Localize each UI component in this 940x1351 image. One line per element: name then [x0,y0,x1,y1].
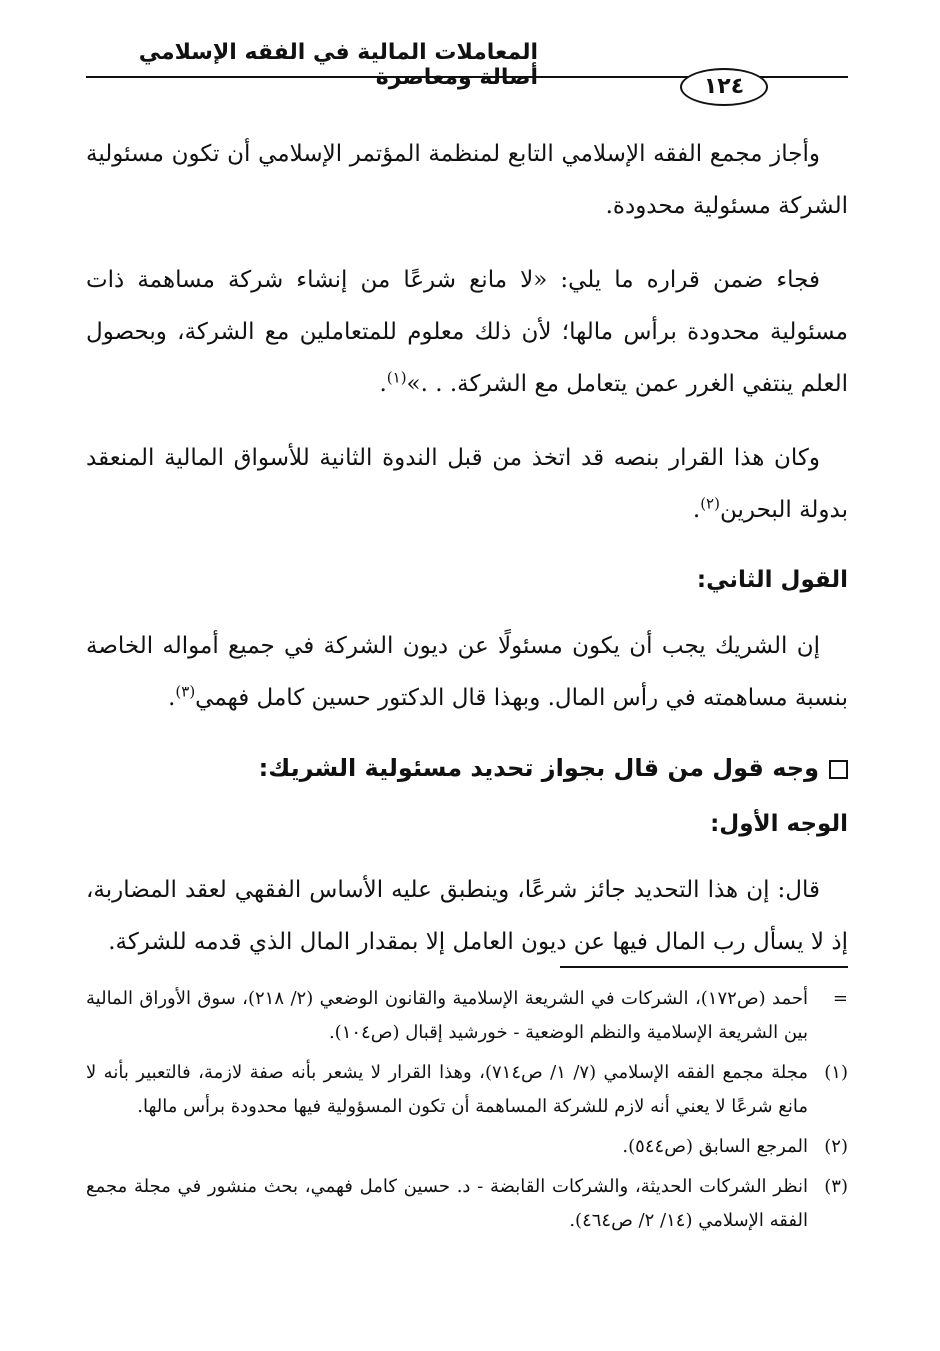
paragraph-4-text: إن الشريك يجب أن يكون مسئولًا عن ديون الشركة في جميع أمواله الخاصة بنسبة مساهمته في رأس المال. وبهذا قال الدكتور حسين كامل فهمي [86,633,848,711]
main-text [86,128,848,990]
section-heading-text: وجه قول من قال بجواز تحديد مسئولية الشريك: [258,754,819,782]
section-heading [86,746,848,790]
paragraph-3-text: وكان هذا القرار بنصه قد اتخذ من قبل الندوة الثانية للأسواق المالية المنعقد بدولة البحرين [86,445,848,523]
footnote-marker: (٣) [824,1176,848,1197]
paragraph-4-end: . [168,685,176,711]
footnote-1 [86,1056,848,1124]
paragraph-3-end: . [692,497,701,523]
running-title: المعاملات المالية في الفقه الإسلامي أصالة ومعاصرة [138,40,538,90]
paragraph-2 [86,254,848,410]
footnote-marker: (١) [824,1062,848,1083]
footnote-text: أحمد (ص١٧٢)، الشركات في الشريعة الإسلامية والقانون الوضعي (٢/ ٢١٨)، سوق الأوراق المالية بين الشريعة الإسلامية والنظم الوضعية - خورشيد إقبال (ص١٠٤). [86,988,809,1043]
paragraph-1: وأجاز مجمع الفقه الإسلامي التابع لمنظمة المؤتمر الإسلامي أن تكون مسئولية الشركة مسئولية محدودة. [86,141,848,219]
heading-first-aspect: الوجه الأول: [710,811,848,837]
paragraph-2-end: . [379,371,387,397]
footnote-continued [86,982,848,1050]
footnote-text: المرجع السابق (ص٥٤٤). [622,1136,808,1157]
paragraph-5: قال: إن هذا التحديد جائز شرعًا، وينطبق عليه الأساس الفقهي لعقد المضاربة، إذ لا يسأل رب المال فيها عن ديون العامل إلا بمقدار المال الذي قدمه للشركة. [86,877,848,955]
footnote-marker: = [832,988,848,1009]
footnote-text: مجلة مجمع الفقه الإسلامي (٧/ ١/ ص٧١٤)، وهذا القرار لا يشعر بأنه صفة لازمة، فالتعبير بأنه لا مانع شرعًا لا يعني أنه لازم للشركة المساهمة أن تكون المسؤولية فيها محدودة برأس مالها. [86,1062,808,1117]
checkbox-square-icon [829,760,848,779]
footnote-marker: (٢) [824,1136,848,1157]
footnotes [86,982,848,1244]
heading-second-view: القول الثاني: [696,567,848,593]
footnote-3 [86,1170,848,1238]
page-number: ١٢٤ [680,68,768,106]
footnote-separator [560,966,848,968]
paragraph-3 [86,432,848,536]
footnote-ref-3: (٣) [175,682,196,701]
footnote-2 [86,1130,848,1164]
footnote-text: انظر الشركات الحديثة، والشركات القابضة - د. حسين كامل فهمي، بحث منشور في مجلة مجمع الفقه الإسلامي (١٤/ ٢/ ص٤٦٤). [86,1176,808,1231]
footnote-ref-1: (١) [386,368,407,387]
footnote-ref-2: (٢) [700,494,720,513]
paragraph-2-text: فجاء ضمن قراره ما يلي: «لا مانع شرعًا من إنشاء شركة مساهمة ذات مسئولية محدودة برأس مالها؛ لأن ذلك معلوم للمتعاملين مع الشركة، وبحصول العلم ينتفي الغرر عمن يتعامل مع الشركة. . .» [86,267,848,397]
paragraph-4 [86,620,848,724]
